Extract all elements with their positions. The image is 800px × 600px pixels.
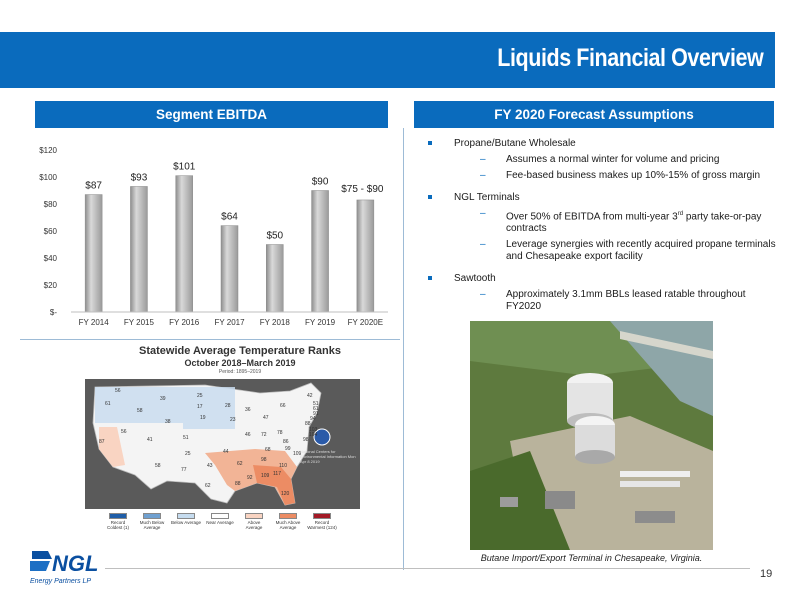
map-legend-item: Above Average [239, 513, 269, 530]
state-rank-label: 43 [207, 463, 213, 469]
state-rank-label: 25 [185, 451, 191, 457]
ebitda-bar [130, 186, 147, 312]
map-background [85, 379, 360, 509]
dash-icon: – [480, 208, 486, 219]
state-rank-label: 25 [197, 393, 203, 399]
dash-icon: – [480, 239, 486, 251]
state-rank-label: 91 [313, 411, 319, 417]
x-tick-label: FY 2016 [169, 318, 200, 327]
legend-swatch [143, 513, 161, 519]
temperature-map [85, 345, 385, 545]
ebitda-bar [85, 195, 102, 312]
bar-data-label: $90 [311, 176, 329, 188]
footer-line [105, 568, 750, 569]
segment-ebitda-header: Segment EBITDA [35, 101, 388, 128]
bar-data-label: $93 [130, 172, 148, 184]
legend-swatch [313, 513, 331, 519]
state-rank-label: 19 [200, 415, 206, 421]
state-rank-label: 88 [235, 481, 241, 487]
map-subtitle: October 2018–March 2019 [184, 358, 296, 368]
state-rank-label: 42 [307, 393, 313, 399]
ebitda-bar-chart [30, 138, 390, 334]
state-rank-label: 120 [281, 491, 290, 497]
page-number: 19 [760, 568, 773, 580]
state-rank-label: 47 [263, 415, 269, 421]
bar-data-label: $87 [85, 180, 102, 192]
state-rank-label: 92 [247, 475, 253, 481]
y-tick-label: $60 [43, 227, 57, 236]
y-tick-label: $120 [39, 146, 57, 155]
map-period: Period: 1895–2019 [218, 369, 262, 375]
state-rank-label: 17 [197, 404, 203, 410]
ebitda-bar [266, 245, 283, 313]
bullet-square-icon [428, 195, 432, 199]
assumption-item: – Over 50% of EBITDA from multi-year 3rd party take-or-pay contracts [480, 208, 762, 235]
map-legend-item: Below Average [171, 513, 201, 525]
state-rank-label: 88 [305, 421, 311, 427]
map-legend-item: Much Above Average [273, 513, 303, 530]
assumption-item: – Assumes a normal winter for volume and pricing [480, 154, 720, 165]
dash-icon: – [480, 154, 486, 165]
x-tick-label: FY 2017 [214, 318, 245, 327]
y-tick-label: $- [49, 308, 57, 317]
state-rank-label: 86 [283, 439, 289, 445]
state-rank-label: 44 [223, 449, 229, 455]
state-rank-label: 61 [105, 401, 111, 407]
state-rank-label: 110 [279, 463, 287, 469]
us-map-graphic [85, 379, 360, 509]
state-rank-label: 98 [303, 437, 309, 443]
bar-data-label: $50 [266, 230, 284, 242]
state-rank-label: 23 [230, 417, 236, 423]
state-rank-label: 62 [237, 461, 243, 467]
state-rank-label: 62 [205, 483, 211, 489]
terminal-photo [470, 321, 713, 550]
legend-swatch [211, 513, 229, 519]
x-tick-label: FY 2020E [347, 318, 384, 327]
state-rank-label: 58 [137, 408, 143, 414]
ebitda-bar [176, 176, 193, 312]
state-rank-label: 58 [155, 463, 161, 469]
ebitda-bar [312, 191, 329, 313]
page-title: Liquids Financial Overview [496, 44, 763, 72]
vertical-divider [403, 128, 404, 570]
state-rank-label: 66 [280, 403, 286, 409]
state-rank-label: 28 [225, 403, 231, 409]
x-tick-label: FY 2014 [78, 318, 109, 327]
ebitda-bar [221, 226, 238, 312]
assumption-heading: NGL Terminals [422, 191, 782, 204]
x-tick-label: FY 2015 [123, 318, 154, 327]
state-rank-label: 117 [273, 471, 281, 477]
horizontal-divider [20, 339, 400, 340]
bullet-square-icon [428, 141, 432, 145]
state-rank-label: 103 [309, 427, 318, 433]
state-rank-label: 72 [261, 432, 267, 438]
assumption-heading: Propane/Butane Wholesale [422, 137, 782, 150]
photo-caption: Butane Import/Export Terminal in Chesapeake, Virginia. [480, 553, 703, 563]
bar-data-label: $64 [221, 211, 238, 223]
ebitda-bar [357, 200, 374, 312]
title-bar [0, 32, 775, 88]
y-tick-label: $40 [43, 254, 57, 263]
assumption-heading: Sawtooth [422, 272, 782, 285]
map-legend-item: Record Coldest (1) [103, 513, 133, 530]
ngl-logo-tagline: Energy Partners LP [30, 578, 92, 585]
state-rank-label: 51 [183, 435, 189, 441]
terminal-photo-graphic [470, 321, 713, 550]
bullet-square-icon [428, 276, 432, 280]
state-rank-label: 38 [165, 419, 171, 425]
state-rank-label: 41 [147, 437, 153, 443]
ngl-logo-icon [26, 545, 106, 590]
state-rank-label: 56 [121, 429, 127, 435]
state-rank-label: 94 [310, 416, 316, 422]
map-credit: National Centers for Environmental Information Mon Apr 8 2019 [300, 449, 356, 464]
state-rank-label: 109 [293, 451, 302, 457]
state-rank-label: 99 [285, 446, 291, 452]
y-tick-label: $20 [43, 281, 57, 290]
x-tick-label: FY 2019 [305, 318, 336, 327]
dash-icon: – [480, 289, 486, 301]
state-rank-label: 98 [261, 457, 267, 463]
state-rank-label: 104 [309, 432, 318, 438]
legend-swatch [177, 513, 195, 519]
ngl-logo [26, 545, 106, 590]
legend-swatch [109, 513, 127, 519]
dash-icon: – [480, 170, 486, 181]
y-tick-label: $100 [39, 173, 57, 182]
state-rank-label: 46 [245, 432, 251, 438]
state-rank-label: 61 [313, 406, 319, 412]
state-rank-label: 51 [313, 401, 319, 407]
forecast-assumptions-header: FY 2020 Forecast Assumptions [414, 101, 774, 128]
bar-data-label: $75 - $90 [341, 183, 384, 195]
legend-swatch [279, 513, 297, 519]
state-rank-label: 87 [99, 439, 105, 445]
assumption-item: – Leverage synergies with recently acquired propane terminals and Chesapeake export facility [480, 239, 776, 263]
map-legend-item: Record Warmest (124) [307, 513, 337, 530]
ngl-logo-text: NGL [52, 551, 99, 576]
map-legend-item: Near Average [205, 513, 235, 525]
state-rank-label: 68 [265, 447, 271, 453]
assumption-item: – Approximately 3.1mm BBLs leased ratable throughout FY2020 [480, 289, 746, 313]
state-rank-label: 109 [261, 473, 270, 479]
state-rank-label: 56 [115, 388, 121, 394]
map-title: Statewide Average Temperature Ranks [139, 345, 341, 357]
legend-swatch [245, 513, 263, 519]
map-legend-item: Much Below Average [137, 513, 167, 530]
assumption-item: – Fee-based business makes up 10%-15% of gross margin [480, 170, 761, 181]
state-rank-label: 39 [160, 396, 166, 402]
y-tick-label: $80 [43, 200, 57, 209]
assumptions-list [422, 137, 782, 313]
state-rank-label: 77 [181, 467, 187, 473]
state-rank-label: 36 [245, 407, 251, 413]
state-rank-label: 78 [277, 430, 283, 436]
map-legend [103, 513, 363, 543]
bar-data-label: $101 [173, 161, 196, 173]
x-tick-label: FY 2018 [259, 318, 290, 327]
